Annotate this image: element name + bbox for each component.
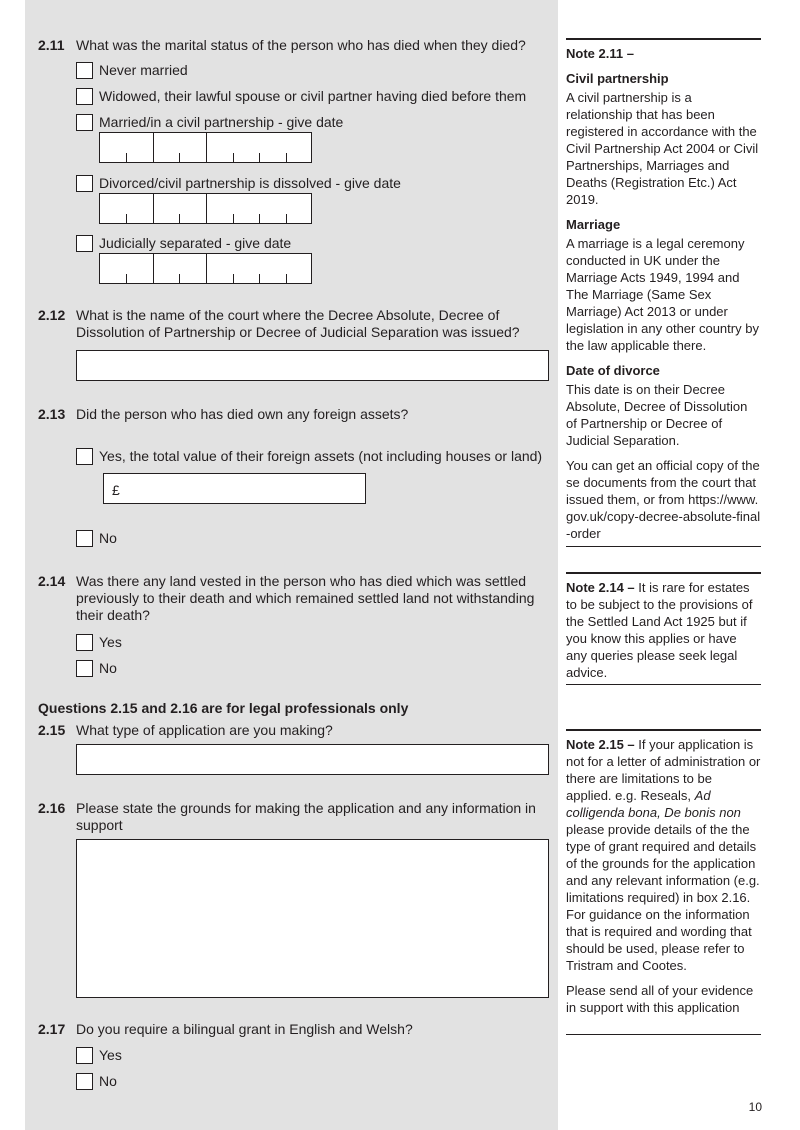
option-label: Married/in a civil partnership - give date — [99, 114, 344, 130]
option-label: Divorced/civil partnership is dissolved - give date — [99, 175, 401, 191]
question-number: 2.12 — [38, 307, 66, 323]
currency-symbol: £ — [112, 482, 120, 498]
option-bilingual-no[interactable] — [76, 1072, 117, 1090]
page-number: 10 — [748, 1100, 762, 1114]
question-text: Did the person who has died own any foreign assets? — [76, 406, 409, 422]
option-never-married[interactable] — [76, 61, 188, 79]
checkbox[interactable] — [76, 1047, 93, 1064]
checkbox[interactable] — [76, 634, 93, 651]
note-2-11 — [566, 45, 761, 542]
note-title: Note 2.15 – — [566, 737, 635, 752]
option-label: Yes — [99, 1047, 122, 1063]
question-text: What is the name of the court where the Decree Absolute, Decree of Dissolution of Partnership or Decree of Judicial Separation was issued? — [76, 307, 520, 340]
note-paragraph: You can get an official copy of these documents from the court that issued them, or from https://www.gov.uk/copy-decree-absolute-final-order — [566, 458, 761, 541]
checkbox[interactable] — [76, 235, 93, 252]
checkbox[interactable] — [76, 175, 93, 192]
question-text: What type of application are you making? — [76, 722, 333, 738]
note-divider — [566, 729, 761, 731]
note-paragraph: A civil partnership is a relationship that has been registered in accordance with the Civil Partnership Act 2004 or Civil Partnerships, Marriages and Deaths (Registration Etc.) Act 2019. — [566, 90, 759, 207]
court-name-input[interactable] — [76, 350, 549, 381]
question-number: 2.13 — [38, 406, 66, 422]
checkbox[interactable] — [76, 88, 93, 105]
option-label: Never married — [99, 62, 188, 78]
option-widowed[interactable] — [76, 87, 526, 105]
option-label: Widowed, their lawful spouse or civil partner having died before them — [99, 88, 527, 104]
married-date-input[interactable] — [99, 132, 312, 163]
checkbox[interactable] — [76, 448, 93, 465]
option-label: Judicially separated - give date — [99, 235, 292, 251]
option-judicially-separated[interactable] — [76, 234, 291, 252]
note-title: Note 2.14 – — [566, 580, 635, 595]
question-text: Please state the grounds for making the application and any information in support — [76, 800, 536, 833]
checkbox[interactable] — [76, 660, 93, 677]
note-2-15 — [566, 736, 761, 1016]
note-paragraph: Please send all of your evidence in support with this application — [566, 983, 754, 1015]
note-2-14 — [566, 579, 761, 681]
option-married[interactable] — [76, 113, 343, 131]
note-divider — [566, 572, 761, 574]
option-label: No — [99, 660, 117, 676]
application-type-input[interactable] — [76, 744, 549, 775]
note-paragraph: This date is on their Decree Absolute, Decree of Dissolution of Partnership or Decree of Judicial Separation. — [566, 382, 748, 448]
option-divorced[interactable] — [76, 174, 401, 192]
option-bilingual-yes[interactable] — [76, 1046, 122, 1064]
option-foreign-yes[interactable] — [76, 447, 542, 465]
note-subheading: Marriage — [566, 217, 621, 232]
question-text: Was there any land vested in the person who has died which was settled previously to their death and which remained settled land not withstanding their death? — [76, 573, 535, 623]
option-foreign-no[interactable] — [76, 529, 117, 547]
foreign-assets-value-input[interactable] — [103, 473, 366, 504]
note-divider — [566, 1034, 761, 1035]
question-number: 2.14 — [38, 573, 66, 589]
note-subheading: Date of divorce — [566, 363, 660, 378]
checkbox[interactable] — [76, 114, 93, 131]
option-label: No — [99, 1073, 117, 1089]
question-text: Do you require a bilingual grant in English and Welsh? — [76, 1021, 413, 1037]
separated-date-input[interactable] — [99, 253, 312, 284]
grounds-textarea[interactable] — [76, 839, 549, 998]
checkbox[interactable] — [76, 62, 93, 79]
option-settled-land-no[interactable] — [76, 659, 117, 677]
question-number: 2.11 — [38, 37, 65, 53]
note-text: If your application is not for a letter of administration or there are limitations to be applied. e.g. Reseals, — [566, 737, 761, 803]
option-settled-land-yes[interactable] — [76, 633, 122, 651]
question-text: What was the marital status of the person who has died when they died? — [76, 37, 526, 53]
note-text: It is rare for estates to be subject to the provisions of the Settled Land Act 1925 but if you know this applies or have any queries please seek legal advice. — [566, 580, 753, 680]
note-paragraph: A marriage is a legal ceremony conducted in UK under the Marriage Acts 1949, 1994 and The Marriage (Same Sex Marriage) Act 2013 or under legislation in any other country by the law applicable there. — [566, 236, 759, 353]
note-divider — [566, 684, 761, 685]
option-label: Yes, the total value of their foreign assets (not including houses or land) — [99, 448, 543, 464]
option-label: No — [99, 530, 117, 546]
note-divider — [566, 38, 761, 40]
question-number: 2.17 — [38, 1021, 66, 1037]
note-title: Note 2.11 – — [566, 46, 634, 61]
option-label: Yes — [99, 634, 122, 650]
checkbox[interactable] — [76, 530, 93, 547]
question-number: 2.16 — [38, 800, 66, 816]
divorced-date-input[interactable] — [99, 193, 312, 224]
note-divider — [566, 546, 761, 547]
checkbox[interactable] — [76, 1073, 93, 1090]
note-subheading: Civil partnership — [566, 71, 669, 86]
section-heading: Questions 2.15 and 2.16 are for legal professionals only — [38, 700, 409, 716]
note-text: please provide details of the the type of grant required and details of the grounds for the application and any relevant information (e.g. limitations required) in box 2.16. For guidance on the information that is required and wording that should be used, please refer to Tristram and Cootes. — [566, 822, 760, 973]
note-italic: Ad colligenda bona, De bonis non — [566, 788, 741, 820]
question-number: 2.15 — [38, 722, 66, 738]
